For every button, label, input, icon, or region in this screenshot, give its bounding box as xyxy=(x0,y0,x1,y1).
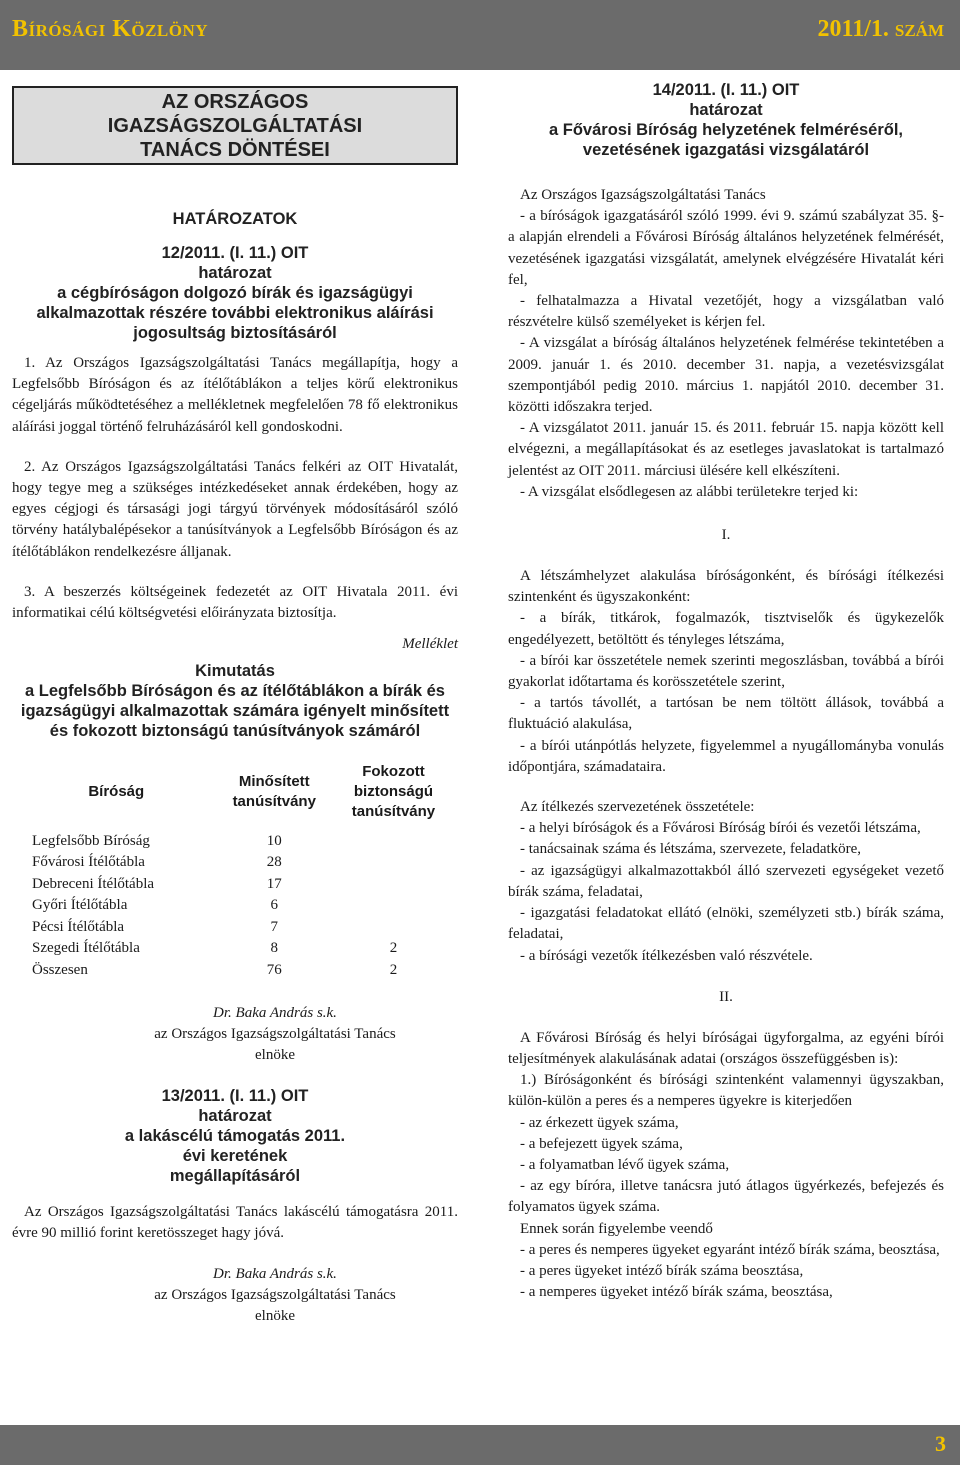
section-1-line: - a tartós távollét, a tartósan be nem töltött állások, továbbá a fluktuáció alakulása, xyxy=(508,695,944,733)
table-cell-qualified: 7 xyxy=(270,918,278,935)
table-row-total xyxy=(32,957,458,979)
issue-number: 2011/1. xyxy=(817,16,889,42)
res12-signer-role: elnöke xyxy=(255,1046,295,1063)
table-cell-court: Fővárosi Ítélőtábla xyxy=(32,854,145,871)
heading-hatarozatok: HATÁROZATOK xyxy=(172,210,298,228)
table-header-enhanced: Fokozott biztonságú tanúsítvány xyxy=(351,763,436,821)
res12-paragraph-3: 3. A beszerzés költségeinek fedezetét az OIT Hivatala 2011. évi informatikai célú költségvetési előirányzata biztosítja. xyxy=(12,583,458,622)
table-row xyxy=(32,893,458,915)
intro-line: - A vizsgálat a bíróság általános helyzetének felmérése tekintetében a 2009. január 1. és 2010. december 31. napja, a vezetésvizsgálat szempontjából pedig 2010. március 1. napjától 2010. december 31. közötti időszakra terjed. xyxy=(508,335,944,416)
res13-signer-role: elnöke xyxy=(255,1308,295,1325)
table-row xyxy=(32,850,458,872)
table-cell-qualified: 76 xyxy=(266,961,282,978)
page-number: 3 xyxy=(935,1431,946,1456)
section-2-body xyxy=(508,1028,944,1304)
table-cell-enhanced: 2 xyxy=(389,961,398,978)
res14-intro xyxy=(508,185,944,503)
section-1-line: - a bírák, titkárok, fogalmazók, tisztviselők és ügykezelők engedélyezett, betöltött és tényleges létszáma, xyxy=(508,610,944,648)
intro-line: - A vizsgálat elsődlegesen az alábbi területekre terjed ki: xyxy=(520,483,859,500)
section-2-line: - az egy bíróra, illetve tanácsra jutó átlagos ügyérkezés, befejezés és folyamatos ügyek száma. xyxy=(508,1178,944,1216)
section-1-line: - a bírói utánpótlás helyzete, figyelemmel a nyugállományba vonulás időpontjára, számadataira. xyxy=(508,737,944,775)
res13-signer-org: az Országos Igazságszolgáltatási Tanács xyxy=(154,1287,396,1304)
right-column xyxy=(508,78,944,1303)
intro-line: Az Országos Igazságszolgáltatási Tanács xyxy=(520,187,766,203)
issue-label xyxy=(818,16,944,43)
section-2-title: II. xyxy=(719,988,733,1005)
intro-line: - felhatalmazza a Hivatal vezetőjét, hogy a vizsgálatban való részvételre külső személyeket is kérjen fel. xyxy=(508,293,944,331)
table-header-qualified: Minősített tanúsítvány xyxy=(232,773,316,811)
section-2-line: 1.) Bíróságonként és bírósági szintenként valamennyi ügyszakban, külön-külön a peres és a nemperes ügyekre is kiterjedően xyxy=(508,1072,944,1110)
table-header-row xyxy=(32,761,458,828)
res12-paragraph-1: 1. Az Országos Igazságszolgáltatási Tanács megállapítja, hogy a Legfelsőbb Bíróságon és az ítélőtáblákon a teljes körű elektronikus cégeljárás működtetéséhez a mellékletnek megfelelően 78 fő elektronikus aláírási joggal történő felruházásáról kell gondoskodni. xyxy=(12,355,458,435)
res13-title: a lakáscélú támogatás 2011. évi keretének megállapításáról xyxy=(124,1126,346,1185)
table-cell-court: Pécsi Ítélőtábla xyxy=(32,918,125,935)
table-cell-qualified: 17 xyxy=(266,875,282,892)
table-cell-enhanced xyxy=(329,893,458,915)
section-2-line: - a nemperes ügyeket intéző bírák száma, beosztása, xyxy=(520,1284,833,1301)
res13-number: 13/2011. (I. 11.) OIT xyxy=(161,1086,309,1105)
section-title: AZ ORSZÁGOS IGAZSÁGSZOLGÁLTATÁSI TANÁCS DÖNTÉSEI xyxy=(107,90,363,161)
section-1b-line: - igazgatási feladatokat ellátó (elnöki, személyzeti stb.) bírák száma, feladatai, xyxy=(508,905,944,943)
issue-word: szám xyxy=(894,16,944,42)
table-cell-qualified: 6 xyxy=(270,897,278,914)
table-header-court: Bíróság xyxy=(88,783,145,801)
intro-line: - A vizsgálatot 2011. január 15. és 2011. február 15. napja között kell elvégezni, a megállapításokat és az esetleges javaslatokat is tartalmazó jelentést az OIT 2011. márciusi ülésére kell elkészíteni. xyxy=(508,420,944,479)
res12-type: határozat xyxy=(198,264,272,282)
section-1b-line: - a bírósági vezetők ítélkezésben való részvétele. xyxy=(520,947,813,964)
res13-type: határozat xyxy=(198,1106,272,1125)
section-2-line: - a folyamatban lévő ügyek száma, xyxy=(520,1156,730,1173)
table-cell-enhanced xyxy=(329,914,458,936)
section-2-line: - a peres ügyeket intéző bírák száma beosztása, xyxy=(520,1262,804,1279)
section-1b-line: Az ítélkezés szervezetének összetétele: xyxy=(520,799,755,816)
table-cell-court: Szegedi Ítélőtábla xyxy=(32,940,140,957)
res13-signer: Dr. Baka András s.k. xyxy=(213,1266,337,1283)
section-1b-line: - a helyi bíróságok és a Fővárosi Bíróság bírói és vezetői létszáma, xyxy=(520,820,921,837)
section-title-box xyxy=(12,86,458,165)
table-cell-qualified: 8 xyxy=(270,940,278,957)
section-2-line: - a befejezett ügyek száma, xyxy=(520,1135,683,1152)
section-1-title: I. xyxy=(721,527,731,544)
section-2-line: - a peres és nemperes ügyeket egyaránt intéző bírák száma, beosztása, xyxy=(520,1241,940,1258)
table-cell-court: Legfelsőbb Bíróság xyxy=(32,832,150,849)
table-cell-enhanced xyxy=(329,871,458,893)
table-cell-enhanced xyxy=(329,828,458,850)
table-row xyxy=(32,828,458,850)
res12-title: a cégbíróságon dolgozó bírák és igazságügyi alkalmazottak részére további elektronikus aláírási jogosultság biztosításáról xyxy=(36,284,434,342)
intro-line: - a bíróságok igazgatásáról szóló 1999. évi 9. számú szabályzat 35. §-a alapján elrendeli a Fővárosi Bíróság általános helyzetének felmérését, vezetésének igazgatási vizsgálatát, amelynek elvégzésére Hivatalát kéri fel, xyxy=(508,208,944,288)
table-cell-qualified: 28 xyxy=(266,854,282,871)
section-1-line: - a bírói kar összetétele nemek szerinti megoszlásban, továbbá a bírói gyakorlat időtartama és korösszetétele szerint, xyxy=(508,652,944,691)
res12-signer-org: az Országos Igazságszolgáltatási Tanács xyxy=(154,1025,396,1042)
table-cell-enhanced: 2 xyxy=(389,940,398,957)
section-1b-line: - tanácsainak száma és létszáma, szervezete, feladatköre, xyxy=(520,841,862,858)
table-cell-enhanced xyxy=(329,850,458,872)
table-cell-court: Összesen xyxy=(32,961,88,978)
kimutatas-title: Kimutatás xyxy=(195,662,275,681)
res14-title: a Fővárosi Bíróság helyzetének felméréséről, vezetésének igazgatási vizsgálatáról xyxy=(549,121,903,159)
res13-paragraph: Az Országos Igazságszolgáltatási Tanács lakáscélú támogatásra 2011. évre 90 millió forint keretösszeget hagy jóvá. xyxy=(12,1203,458,1241)
section-2-line: Ennek során figyelembe veendő xyxy=(520,1220,713,1237)
table-row xyxy=(32,914,458,936)
res12-paragraph-2: 2. Az Országos Igazságszolgáltatási Tanács felkéri az OIT Hivatalát, hogy tegye meg a szükséges intézkedéseket annak érdekében, hogy az egyes cégjogi és társasági jogi tárgyú törvények módosításáról szóló törvény hatálybalépésekor a tanúsítványok a Legfelsőbb Bíróságon és az ítélőtáblákon rendelkezésre álljanak. xyxy=(12,458,458,560)
section-1b-body xyxy=(508,797,944,967)
journal-title: Bírósági Közlöny xyxy=(12,16,209,42)
header-bar xyxy=(0,0,960,70)
table-cell-court: Debreceni Ítélőtábla xyxy=(32,875,155,892)
footer-bar xyxy=(0,1425,960,1465)
section-2-line: - az érkezett ügyek száma, xyxy=(520,1114,679,1131)
section-1-line: A létszámhelyzet alakulása bíróságonként, és bírósági ítélkezési szintenként és ügyszakonként: xyxy=(508,568,944,606)
left-column xyxy=(12,78,458,1327)
res12-number: 12/2011. (I. 11.) OIT xyxy=(161,244,309,262)
res14-number: 14/2011. (I. 11.) OIT xyxy=(652,81,800,99)
res12-signer: Dr. Baka András s.k. xyxy=(213,1004,337,1021)
section-1b-line: - az igazságügyi alkalmazottakból álló szervezeti egységeket vezető bírák száma, feladatai, xyxy=(508,862,944,900)
table-row xyxy=(32,936,458,958)
table-row xyxy=(32,871,458,893)
table-cell-qualified: 10 xyxy=(266,832,282,849)
annex-label: Melléklet xyxy=(402,636,458,653)
section-2-line: A Fővárosi Bíróság és helyi bíróságai ügyforgalma, az egyéni bírói teljesítmények alakulásának adatai (országos összefüggésben is): xyxy=(508,1029,944,1067)
kimutatas-subtitle: a Legfelsőbb Bíróságon és az ítélőtáblákon a bírák és igazságügyi alkalmazottak számára igényelt minősített és fokozott biztonságú tanúsítványok számáról xyxy=(20,682,450,741)
res14-type: határozat xyxy=(689,101,763,119)
section-1-body xyxy=(508,566,944,778)
certificate-table xyxy=(32,761,458,979)
table-cell-court: Győri Ítélőtábla xyxy=(32,897,128,914)
